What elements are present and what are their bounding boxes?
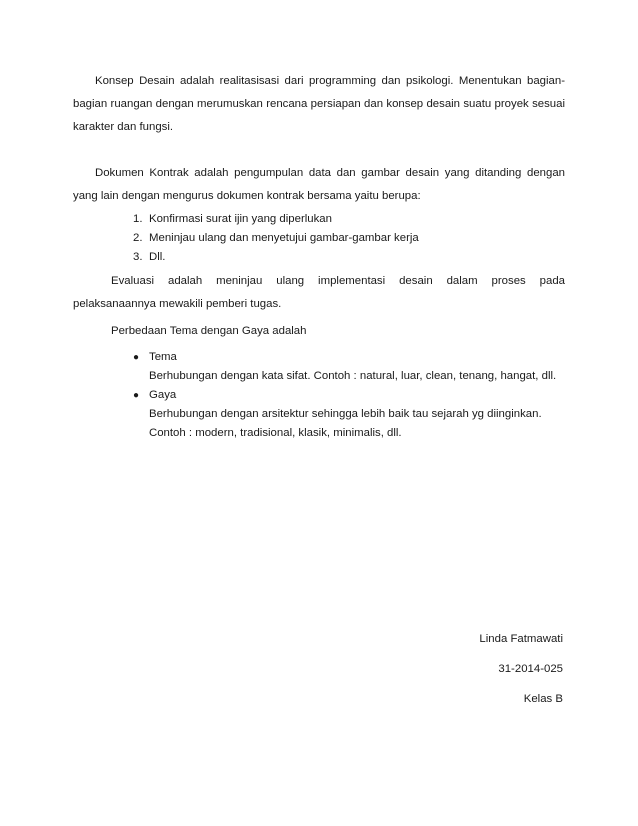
signature-class: Kelas B	[523, 693, 563, 705]
list-item	[133, 210, 419, 229]
paragraph-konsep-desain: Konsep Desain adalah realitasisasi dari programming dan psikologi. Menentukan bagian-bagian ruangan dengan merumuskan rencana persiapan dan konsep desain suatu proyek sesuai karakter dan fungsi.	[73, 75, 565, 133]
bullet-title: Gaya	[149, 389, 177, 401]
bullet-item-tema	[133, 348, 573, 386]
list-item-text: Dll.	[149, 251, 166, 263]
paragraph-perbedaan: Perbedaan Tema dengan Gaya adalah	[111, 325, 307, 337]
numbered-list	[133, 210, 419, 267]
list-item	[133, 229, 419, 248]
bullet-description: Berhubungan dengan arsitektur sehingga lebih baik tau sejarah yg diinginkan. Contoh : modern, tradisional, klasik, minimalis, dll.	[149, 408, 542, 439]
bullet-item-gaya	[133, 386, 573, 443]
paragraph-dokumen-kontrak: Dokumen Kontrak adalah pengumpulan data dan gambar desain yang ditanding dengan yang lain dengan mengurus dokumen kontrak bersama yaitu berupa:	[73, 167, 565, 202]
list-number: 3.	[133, 251, 143, 263]
signature-id: 31-2014-025	[498, 663, 563, 675]
list-number: 2.	[133, 232, 143, 244]
bullet-icon: ●	[133, 390, 140, 401]
bullet-list	[133, 348, 573, 443]
signature-name: Linda Fatmawati	[479, 633, 563, 645]
list-number: 1.	[133, 213, 143, 225]
bullet-title: Tema	[149, 351, 177, 363]
bullet-description: Berhubungan dengan kata sifat. Contoh : natural, luar, clean, tenang, hangat, dll.	[149, 370, 557, 382]
list-item-text: Meninjau ulang dan menyetujui gambar-gambar kerja	[149, 232, 419, 244]
list-item-text: Konfirmasi surat ijin yang diperlukan	[149, 213, 332, 225]
bullet-icon: ●	[133, 352, 140, 363]
list-item	[133, 248, 419, 267]
paragraph-evaluasi: Evaluasi adalah meninjau ulang implementasi desain dalam proses pada pelaksanaannya mewakili pemberi tugas.	[73, 275, 565, 310]
